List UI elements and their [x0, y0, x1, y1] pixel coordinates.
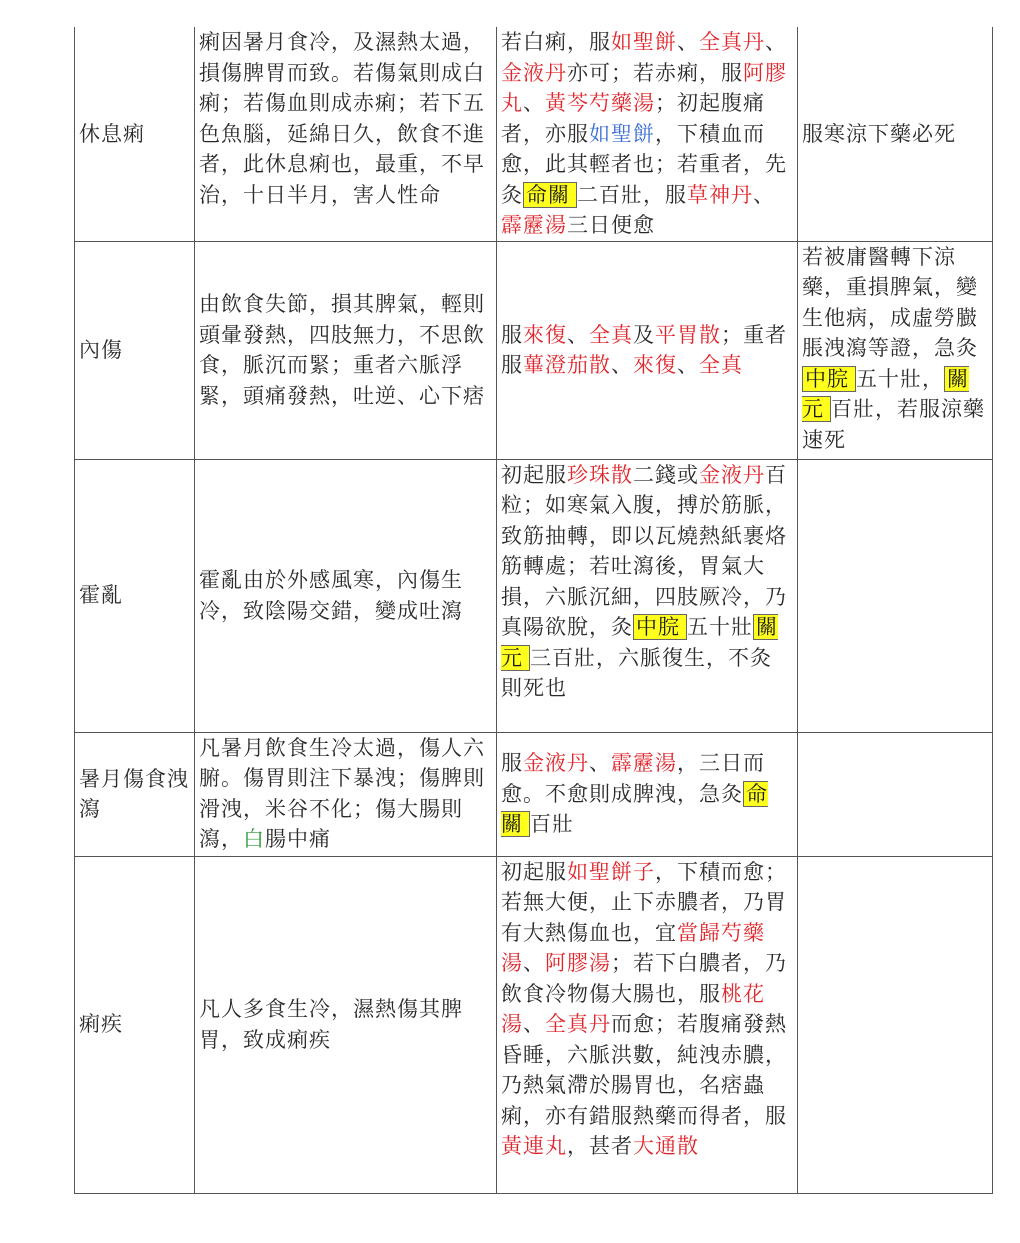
- text-segment: ；若下白膿者，乃飲食冷物傷大腸也，服: [501, 951, 787, 1006]
- disease-name: 內傷: [79, 337, 123, 362]
- table-row: [75, 27, 993, 241]
- disease-name-cell: [75, 732, 195, 856]
- text-segment: 若被庸醫轉下涼藥，重損脾氣，變生他病，成虛勞臌脹洩瀉等證，急灸: [802, 244, 978, 360]
- acupoint-highlight: 關元: [802, 366, 969, 421]
- warning-cell: [798, 856, 993, 1193]
- text-segment: ；初起腹痛者，亦服: [501, 91, 765, 146]
- text-segment: 服: [501, 322, 523, 347]
- remedy-name: 阿膠湯: [545, 951, 611, 975]
- text-segment: 腸中痛: [265, 827, 331, 851]
- text-segment: 服: [501, 751, 523, 776]
- remedy-table: [74, 27, 993, 1194]
- table-row: [75, 856, 993, 1193]
- acupoint-highlight: 命關: [523, 182, 577, 208]
- remedy-name: 黃連丸: [501, 1134, 567, 1158]
- remedy-name: 全真丹: [699, 30, 765, 54]
- remedy-name: 金液丹: [699, 462, 765, 487]
- remedy-name: 來復: [523, 322, 567, 347]
- text-segment: 、: [611, 353, 633, 377]
- text-segment: 百壯，若服涼藥速死: [802, 397, 985, 452]
- remedy-name: 霹靂湯: [501, 213, 567, 237]
- disease-name: 霍亂: [79, 583, 123, 608]
- text-segment: 初起服: [501, 462, 567, 487]
- remedy-name-blue: 如聖餅: [589, 121, 655, 146]
- warning-cell: [798, 27, 993, 241]
- cause-cell: [195, 241, 497, 459]
- text-segment: 及: [633, 322, 655, 347]
- cause-cell: [195, 459, 497, 732]
- remedy-name: 阿膠丸: [501, 60, 787, 115]
- remedy-name: 珍珠散: [567, 462, 633, 487]
- text-segment: 凡人多食生冷，濕熱傷其脾胃，致成痢疾: [199, 997, 463, 1052]
- remedy-name: 如聖餅: [611, 30, 677, 54]
- disease-name-cell: [75, 856, 195, 1193]
- remedy-name: 黃芩芍藥湯: [545, 91, 655, 115]
- text-segment: 、: [677, 353, 699, 377]
- table-row: [75, 732, 993, 856]
- text-segment: 痢因暑月食冷，及濕熱太過，損傷脾胃而致。若傷氣則成白痢；若傷血則成赤痢；若下五色魚腦，延綿日久，飲食不進者，此休息痢也，最重，不早治，十日半月，害人性命: [199, 30, 485, 207]
- text-segment: 、: [567, 322, 589, 347]
- text-segment: 、: [765, 30, 787, 54]
- text-segment: 五十壯: [687, 615, 753, 639]
- text-segment: 百壯: [530, 812, 574, 837]
- acupoint-highlight: 關元: [501, 615, 778, 670]
- remedy-name: 金液丹: [501, 60, 567, 85]
- text-segment: 由飲食失節，損其脾氣，輕則頭暈發熱，四肢無力，不思飲食，脈沉而緊；重者六脈浮緊，頭痛發熱，吐逆、心下痞: [199, 292, 485, 408]
- disease-name-cell: [75, 241, 195, 459]
- text-segment: ；重者服: [501, 322, 787, 377]
- table-row: [75, 459, 993, 732]
- text-segment: 、: [677, 30, 699, 54]
- warning-cell: [798, 241, 993, 459]
- table-row: [75, 241, 993, 459]
- text-segment: 凡暑月飲食生冷太過，傷人六腑。傷胃則注下暴洩；傷脾則滑洩，米谷不化；傷大腸則瀉，: [199, 735, 485, 851]
- text-segment: 而愈；若腹痛發熱昏睡，六脈洪數，純洩赤膿，乃熱氣滯於腸胃也，名痞蟲痢，亦有錯服熱藥而得者，服: [501, 1012, 787, 1128]
- acupoint-highlight: 中脘: [633, 614, 687, 640]
- remedy-name: 平胃散: [655, 322, 721, 347]
- text-segment: 、: [589, 751, 611, 776]
- remedy-name: 全真: [699, 353, 743, 377]
- text-segment: 二錢或: [633, 462, 699, 487]
- cause-cell: [195, 732, 497, 856]
- text-segment: 亦可；若赤痢，服: [567, 60, 743, 85]
- warning-cell: [798, 459, 993, 732]
- disease-name: 痢疾: [79, 1012, 123, 1037]
- remedy-name: 全真: [589, 322, 633, 347]
- cause-cell: [195, 27, 497, 241]
- text-segment: 五十壯，: [856, 366, 944, 391]
- disease-name-cell: [75, 27, 195, 241]
- text-segment: 百粒；如寒氣入腹，搏於筋脈，致筋抽轉，即以瓦燒熱紙裹烙筋轉處；若吐瀉後，胃氣大損，六脈沉細，四肢厥冷，乃真陽欲脫，灸: [501, 462, 787, 639]
- text-segment: 三百壯，六脈復生，不灸則死也: [501, 645, 772, 700]
- text-segment: 霍亂由於外感風寒，內傷生冷，致陰陽交錯，變成吐瀉: [199, 568, 463, 623]
- text-segment: 二百壯，服: [577, 182, 687, 207]
- disease-name-cell: [75, 459, 195, 732]
- text-segment: 、: [523, 1012, 545, 1036]
- acupoint-highlight: 命關: [501, 781, 768, 837]
- remedy-name: 大通散: [633, 1134, 699, 1158]
- remedy-name: 當歸芍藥湯: [501, 920, 765, 975]
- text-segment: ，下積血而愈，此其輕者也；若重者，先灸: [501, 121, 787, 207]
- text-segment: ，甚者: [567, 1134, 633, 1158]
- text-segment: 初起服: [501, 859, 567, 884]
- treatment-cell: [497, 732, 798, 856]
- remedy-name: 金液丹: [523, 751, 589, 776]
- text-segment: 服寒涼下藥必死: [802, 121, 956, 146]
- green-text: 白: [243, 827, 265, 851]
- remedy-name: 如聖餅子: [567, 859, 655, 884]
- remedy-name: 草神丹: [687, 182, 753, 207]
- treatment-cell: [497, 856, 798, 1193]
- text-segment: 、: [523, 951, 545, 975]
- remedy-name: 蓽澄茄散: [523, 353, 611, 377]
- text-segment: 、: [753, 182, 775, 207]
- acupoint-highlight: 中脘: [802, 366, 856, 392]
- treatment-cell: [497, 241, 798, 459]
- remedy-name: 全真丹: [545, 1012, 611, 1036]
- text-segment: 、: [523, 91, 545, 115]
- text-segment: ，下積而愈；若無大便，止下赤膿者，乃胃有大熱傷血也，宜: [501, 859, 787, 945]
- remedy-name: 桃花湯: [501, 981, 765, 1036]
- warning-cell: [798, 732, 993, 856]
- text-segment: ，三日而愈。不愈則成脾洩，急灸: [501, 751, 765, 806]
- disease-name: 休息痢: [79, 121, 145, 146]
- cause-cell: [195, 856, 497, 1193]
- treatment-cell: [497, 27, 798, 241]
- remedy-name: 來復: [633, 353, 677, 377]
- remedy-name: 霹靂湯: [611, 751, 677, 776]
- text-segment: 若白痢，服: [501, 30, 611, 54]
- disease-name: 暑月傷食洩瀉: [79, 766, 189, 821]
- treatment-cell: [497, 459, 798, 732]
- text-segment: 三日便愈: [567, 213, 655, 237]
